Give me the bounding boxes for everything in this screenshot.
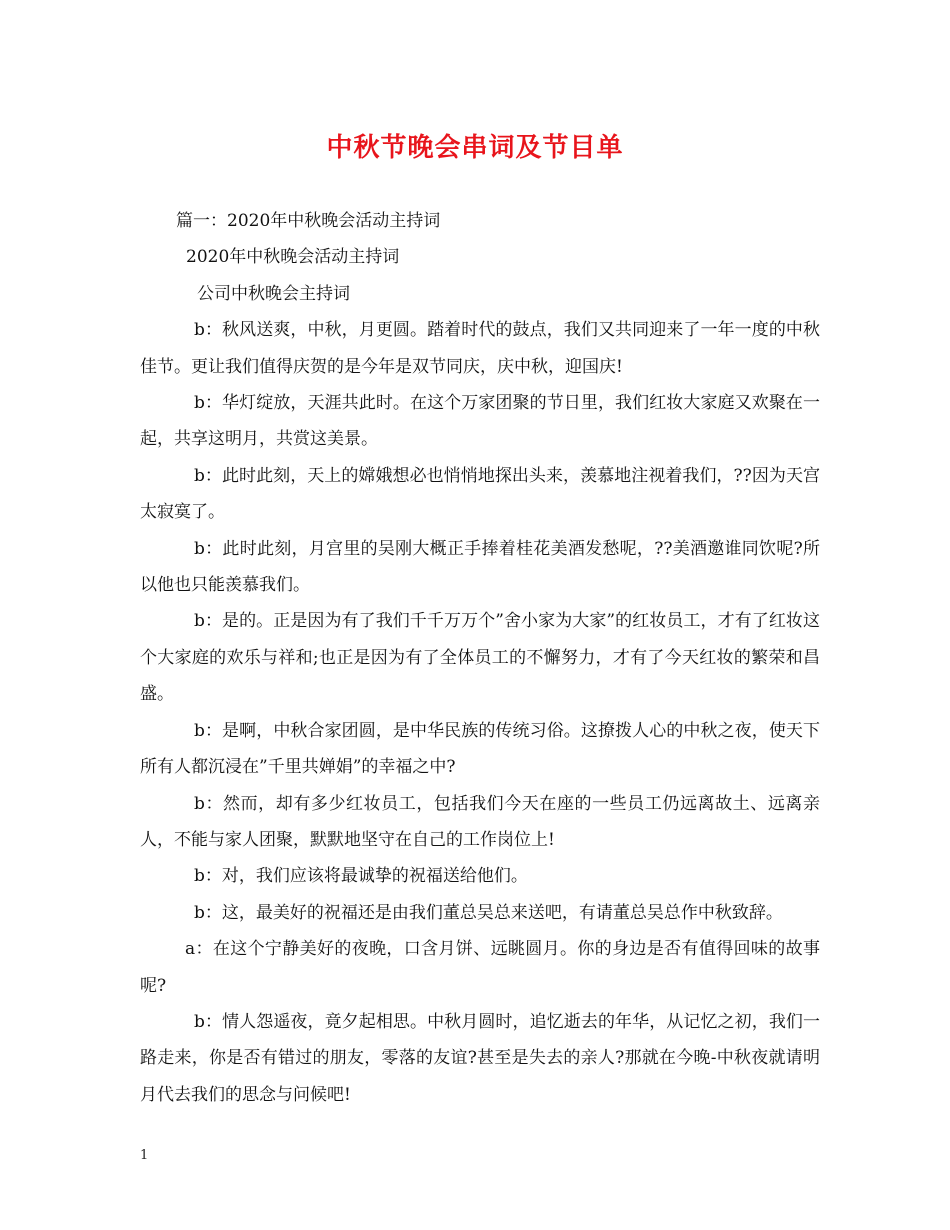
body-paragraph: b：对，我们应该将最诚挚的祝福送给他们。: [194, 866, 528, 887]
body-paragraph: b：是的。正是因为有了我们千千万万个”舍小家为大家”的红妆员工，才有了红妆这个大家庭的欢乐与祥和;也正是因为有了全体员工的不懈努力，才有了今天红妆的繁荣和昌盛。: [140, 611, 820, 705]
body-paragraph: b：然而，却有多少红妆员工，包括我们今天在座的一些员工仍远离故土、远离亲人，不能与家人团聚，默默地坚守在自己的工作岗位上!: [140, 793, 820, 850]
body-paragraph: b：情人怨遥夜，竟夕起相思。中秋月圆时，追忆逝去的年华，从记忆之初，我们一路走来，你是否有错过的朋友，零落的友谊?甚至是失去的亲人?那就在今晚-中秋夜就请明月代去我们的思念与问候吧!: [140, 1011, 820, 1105]
document-title: 中秋节晚会串词及节目单: [326, 133, 624, 163]
subtitle-line: 公司中秋晚会主持词: [197, 283, 350, 304]
page-number: 1: [140, 1148, 149, 1163]
body-paragraph: b：这，最美好的祝福还是由我们董总吴总来送吧，有请董总吴总作中秋致辞。: [194, 902, 783, 923]
body-paragraph: b：秋风送爽，中秋，月更圆。踏着时代的鼓点，我们又共同迎来了一年一度的中秋佳节。更让我们值得庆贺的是今年是双节同庆，庆中秋，迎国庆!: [140, 320, 820, 377]
document-body: [140, 203, 820, 1113]
body-paragraph: b：此时此刻，天上的嫦娥想必也悄悄地探出头来，羡慕地注视着我们，??因为天宫太寂寞了。: [140, 465, 820, 523]
body-paragraph: b：此时此刻，月宫里的吴刚大概正手捧着桂花美酒发愁呢，??美酒邀谁同饮呢?所以他也只能羡慕我们。: [140, 538, 820, 596]
body-paragraph: b：华灯绽放，天涯共此时。在这个万家团聚的节日里，我们红妆大家庭又欢聚在一起，共享这明月，共赏这美景。: [140, 393, 820, 450]
body-paragraph: b：是啊，中秋合家团圆，是中华民族的传统习俗。这撩拨人心的中秋之夜，使天下所有人都沉浸在”千里共婵娟”的幸福之中?: [140, 720, 820, 778]
body-paragraph: a：在这个宁静美好的夜晚，口含月饼、远眺圆月。你的身边是否有值得回味的故事呢?: [140, 939, 820, 996]
subtitle-line: 2020年中秋晚会活动主持词: [186, 247, 400, 268]
section-heading: 篇一：2020年中秋晚会活动主持词: [176, 211, 441, 231]
